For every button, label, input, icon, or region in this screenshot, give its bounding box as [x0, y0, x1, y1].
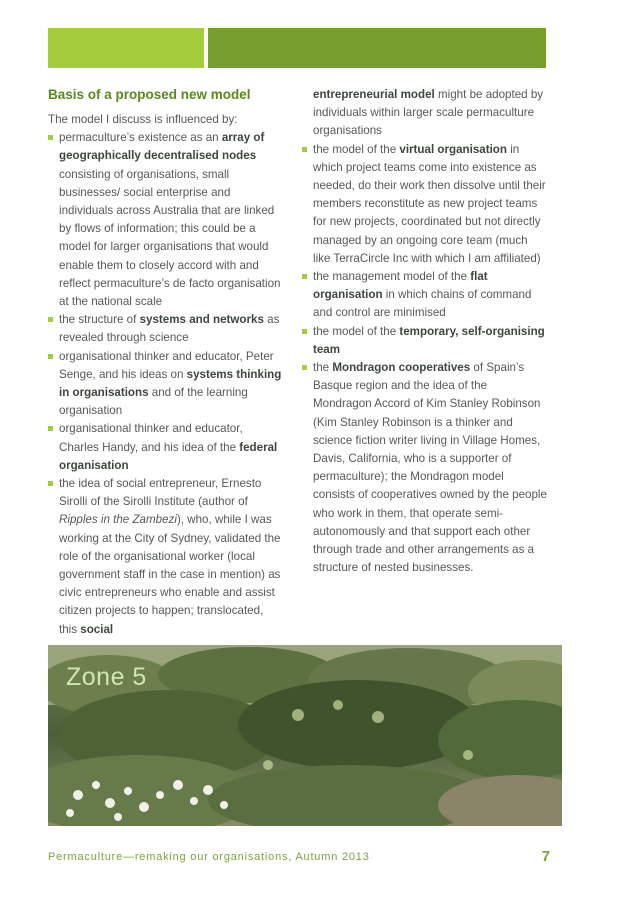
intro-text: The model I discuss is influenced by: — [48, 113, 238, 126]
bullet-icon — [48, 354, 53, 359]
page-footer — [48, 848, 562, 868]
bullet-icon — [302, 147, 307, 152]
continued-text: entrepreneurial model might be adopted by individuals within larger scale permaculture organisations — [313, 88, 544, 138]
list-item: the model of the virtual organisation in which project teams come into existence as needed, do their work then dissolve until their members reconstitute as new project teams for new projects, coordinated but not directly managed by an ongoing core team (much like TerraCircle Inc with which I am affiliated) — [302, 141, 548, 268]
list-item: the model of the temporary, self-organising team — [302, 323, 548, 359]
right-column — [302, 86, 548, 577]
header-bar-light — [48, 28, 204, 68]
list-item: the idea of social entrepreneur, Ernesto Sirolli of the Sirolli Institute (author of Ripples in the Zambezi), who, while I was working at the City of Sydney, validated the role of the organisational worker (local government staff in the case in mention) as civic entrepreneurs who enable and assist citizen projects to happen; translocated, this social — [48, 475, 284, 639]
list-item: the management model of the flat organisation in which chains of command and control are minimised — [302, 268, 548, 323]
list-item: the structure of systems and networks as revealed through science — [48, 311, 284, 347]
zone-photo — [48, 645, 562, 826]
list-item: the Mondragon cooperatives of Spain’s Basque region and the idea of the Mondragon Accord of Kim Stanley Robinson (Kim Stanley Robinson is a thinker and science fiction writer living in Village Homes, Davis, California, who is a supporter of permaculture); the Mondragon model consists of cooperatives owned by the people who work in them, that operate semi-autonomously and that support each other through trade and other arrangements as a structure of nested businesses. — [302, 359, 548, 577]
list-item: permaculture’s existence as an array of geographically decentralised nodes consisting of organisations, small businesses/ social enterprise and individuals across Australia that are linked by flows of information; this could be a model for larger organisations that would enable them to closely accord with and reflect permaculture’s de facto organisation at the national scale — [48, 129, 284, 311]
bullet-icon — [48, 317, 53, 322]
bullet-icon — [48, 426, 53, 431]
section-heading: Basis of a proposed new model — [48, 87, 251, 102]
bullet-icon — [302, 274, 307, 279]
bullet-icon — [48, 135, 53, 140]
page-number: 7 — [541, 848, 550, 865]
bullet-icon — [302, 329, 307, 334]
list-item: organisational thinker and educator, Peter Senge, and his ideas on systems thinking in organisations and of the learning organisation — [48, 348, 284, 421]
bullet-icon — [302, 365, 307, 370]
influence-list — [48, 129, 284, 639]
list-item: organisational thinker and educator, Charles Handy, and his idea of the federal organisation — [48, 420, 284, 475]
header-bar-dark — [208, 28, 546, 68]
footer-text: Permaculture—remaking our organisations, Autumn 2013 — [48, 851, 370, 863]
bullet-icon — [48, 481, 53, 486]
left-column — [48, 86, 284, 639]
influence-list-continued — [302, 141, 548, 578]
zone-title: Zone 5 — [66, 663, 147, 691]
